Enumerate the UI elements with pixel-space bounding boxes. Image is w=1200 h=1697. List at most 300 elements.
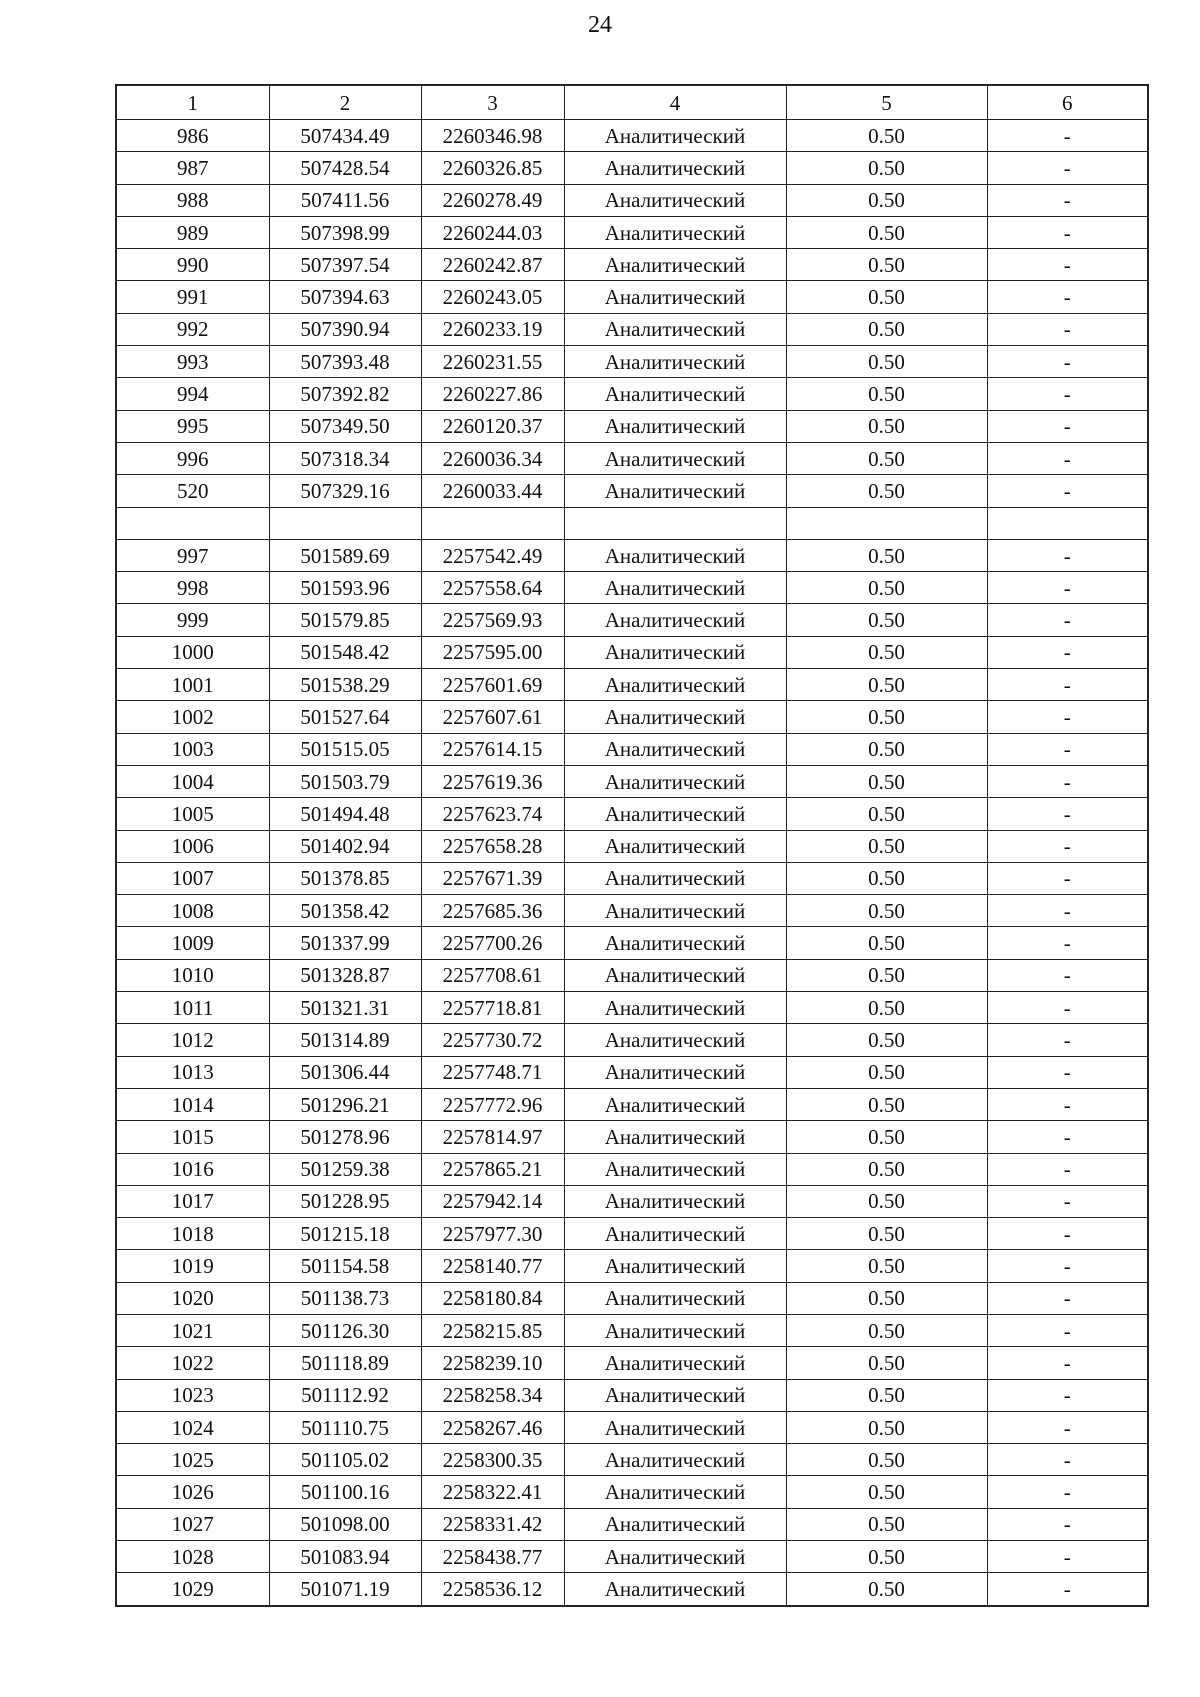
table-row xyxy=(116,1476,1148,1508)
note-cell: - xyxy=(987,1508,1148,1540)
note-cell: - xyxy=(987,442,1148,474)
note-cell: - xyxy=(987,765,1148,797)
note-cell: - xyxy=(987,1476,1148,1508)
method-cell: Аналитический xyxy=(564,1024,786,1056)
accuracy-cell: 0.50 xyxy=(786,120,987,152)
note-cell xyxy=(987,507,1148,539)
point-number-cell: 991 xyxy=(116,281,269,313)
note-cell: - xyxy=(987,184,1148,216)
table-row xyxy=(116,281,1148,313)
point-number-cell: 1011 xyxy=(116,992,269,1024)
accuracy-cell: 0.50 xyxy=(786,862,987,894)
note-cell: - xyxy=(987,1153,1148,1185)
table-row xyxy=(116,669,1148,701)
point-number-cell: 1028 xyxy=(116,1541,269,1573)
point-number-cell: 1019 xyxy=(116,1250,269,1282)
table-row xyxy=(116,992,1148,1024)
point-number-cell: 1026 xyxy=(116,1476,269,1508)
accuracy-cell: 0.50 xyxy=(786,992,987,1024)
accuracy-cell: 0.50 xyxy=(786,798,987,830)
note-cell: - xyxy=(987,1347,1148,1379)
method-cell: Аналитический xyxy=(564,1121,786,1153)
note-cell: - xyxy=(987,572,1148,604)
point-number-cell: 1012 xyxy=(116,1024,269,1056)
point-number-cell: 1025 xyxy=(116,1444,269,1476)
method-cell: Аналитический xyxy=(564,765,786,797)
method-cell: Аналитический xyxy=(564,1379,786,1411)
x-coordinate-cell: 501071.19 xyxy=(269,1573,421,1606)
accuracy-cell: 0.50 xyxy=(786,184,987,216)
accuracy-cell: 0.50 xyxy=(786,1024,987,1056)
y-coordinate-cell: 2257814.97 xyxy=(421,1121,564,1153)
note-cell: - xyxy=(987,701,1148,733)
accuracy-cell: 0.50 xyxy=(786,346,987,378)
y-coordinate-cell: 2258322.41 xyxy=(421,1476,564,1508)
method-cell: Аналитический xyxy=(564,669,786,701)
point-number-cell: 1001 xyxy=(116,669,269,701)
method-cell: Аналитический xyxy=(564,1185,786,1217)
point-number-cell: 1000 xyxy=(116,636,269,668)
x-coordinate-cell: 501589.69 xyxy=(269,539,421,571)
x-coordinate-cell: 501306.44 xyxy=(269,1056,421,1088)
page-number: 24 xyxy=(588,12,612,38)
x-coordinate-cell: 501110.75 xyxy=(269,1411,421,1443)
table-header-row xyxy=(116,85,1148,120)
y-coordinate-cell: 2257619.36 xyxy=(421,765,564,797)
point-number-cell: 1009 xyxy=(116,927,269,959)
accuracy-cell: 0.50 xyxy=(786,927,987,959)
x-coordinate-cell: 507394.63 xyxy=(269,281,421,313)
accuracy-cell: 0.50 xyxy=(786,895,987,927)
method-cell: Аналитический xyxy=(564,1411,786,1443)
accuracy-cell: 0.50 xyxy=(786,442,987,474)
method-cell xyxy=(564,507,786,539)
x-coordinate-cell: 501378.85 xyxy=(269,862,421,894)
point-number-cell: 996 xyxy=(116,442,269,474)
column-header: 1 xyxy=(116,85,269,120)
point-number-cell: 995 xyxy=(116,410,269,442)
table-row xyxy=(116,1347,1148,1379)
x-coordinate-cell: 501321.31 xyxy=(269,992,421,1024)
point-number-cell: 989 xyxy=(116,216,269,248)
table-row xyxy=(116,120,1148,152)
y-coordinate-cell: 2260036.34 xyxy=(421,442,564,474)
x-coordinate-cell: 501527.64 xyxy=(269,701,421,733)
accuracy-cell: 0.50 xyxy=(786,1379,987,1411)
table-row xyxy=(116,1250,1148,1282)
y-coordinate-cell: 2257942.14 xyxy=(421,1185,564,1217)
note-cell: - xyxy=(987,1282,1148,1314)
method-cell: Аналитический xyxy=(564,1088,786,1120)
accuracy-cell: 0.50 xyxy=(786,1444,987,1476)
x-coordinate-cell: 507393.48 xyxy=(269,346,421,378)
point-number-cell: 1007 xyxy=(116,862,269,894)
note-cell: - xyxy=(987,539,1148,571)
note-cell: - xyxy=(987,927,1148,959)
note-cell: - xyxy=(987,1411,1148,1443)
point-number-cell: 1002 xyxy=(116,701,269,733)
point-number-cell: 1027 xyxy=(116,1508,269,1540)
table-row xyxy=(116,733,1148,765)
x-coordinate-cell: 501314.89 xyxy=(269,1024,421,1056)
method-cell: Аналитический xyxy=(564,733,786,765)
table-row xyxy=(116,604,1148,636)
method-cell: Аналитический xyxy=(564,830,786,862)
point-number-cell: 1013 xyxy=(116,1056,269,1088)
table-row xyxy=(116,895,1148,927)
point-number-cell: 1023 xyxy=(116,1379,269,1411)
point-number-cell xyxy=(116,507,269,539)
x-coordinate-cell: 501105.02 xyxy=(269,1444,421,1476)
x-coordinate-cell: 507398.99 xyxy=(269,216,421,248)
note-cell: - xyxy=(987,798,1148,830)
note-cell: - xyxy=(987,1056,1148,1088)
note-cell: - xyxy=(987,1024,1148,1056)
point-number-cell: 1024 xyxy=(116,1411,269,1443)
point-number-cell: 1005 xyxy=(116,798,269,830)
y-coordinate-cell: 2260120.37 xyxy=(421,410,564,442)
y-coordinate-cell: 2257865.21 xyxy=(421,1153,564,1185)
method-cell: Аналитический xyxy=(564,346,786,378)
x-coordinate-cell: 501593.96 xyxy=(269,572,421,604)
accuracy-cell: 0.50 xyxy=(786,1282,987,1314)
y-coordinate-cell: 2258258.34 xyxy=(421,1379,564,1411)
table-row xyxy=(116,1411,1148,1443)
y-coordinate-cell: 2258215.85 xyxy=(421,1314,564,1346)
note-cell: - xyxy=(987,992,1148,1024)
accuracy-cell: 0.50 xyxy=(786,701,987,733)
accuracy-cell: 0.50 xyxy=(786,1185,987,1217)
x-coordinate-cell: 501548.42 xyxy=(269,636,421,668)
point-number-cell: 992 xyxy=(116,313,269,345)
table-separator-row xyxy=(116,507,1148,539)
table-row xyxy=(116,1573,1148,1606)
accuracy-cell: 0.50 xyxy=(786,1153,987,1185)
y-coordinate-cell: 2258300.35 xyxy=(421,1444,564,1476)
x-coordinate-cell: 501538.29 xyxy=(269,669,421,701)
accuracy-cell: 0.50 xyxy=(786,1314,987,1346)
table-row xyxy=(116,1185,1148,1217)
point-number-cell: 1008 xyxy=(116,895,269,927)
accuracy-cell: 0.50 xyxy=(786,475,987,507)
x-coordinate-cell: 501494.48 xyxy=(269,798,421,830)
note-cell: - xyxy=(987,862,1148,894)
note-cell: - xyxy=(987,1250,1148,1282)
point-number-cell: 986 xyxy=(116,120,269,152)
note-cell: - xyxy=(987,152,1148,184)
table-row xyxy=(116,313,1148,345)
table-row xyxy=(116,572,1148,604)
note-cell: - xyxy=(987,216,1148,248)
table-row xyxy=(116,410,1148,442)
y-coordinate-cell xyxy=(421,507,564,539)
y-coordinate-cell: 2258536.12 xyxy=(421,1573,564,1606)
table-row xyxy=(116,1024,1148,1056)
column-header: 6 xyxy=(987,85,1148,120)
accuracy-cell: 0.50 xyxy=(786,378,987,410)
method-cell: Аналитический xyxy=(564,992,786,1024)
table-row xyxy=(116,1056,1148,1088)
accuracy-cell: 0.50 xyxy=(786,1411,987,1443)
point-number-cell: 987 xyxy=(116,152,269,184)
table-row xyxy=(116,1314,1148,1346)
y-coordinate-cell: 2258140.77 xyxy=(421,1250,564,1282)
note-cell: - xyxy=(987,475,1148,507)
method-cell: Аналитический xyxy=(564,1056,786,1088)
table-row xyxy=(116,830,1148,862)
note-cell: - xyxy=(987,895,1148,927)
accuracy-cell: 0.50 xyxy=(786,959,987,991)
x-coordinate-cell: 501515.05 xyxy=(269,733,421,765)
note-cell: - xyxy=(987,1314,1148,1346)
x-coordinate-cell: 501402.94 xyxy=(269,830,421,862)
accuracy-cell: 0.50 xyxy=(786,733,987,765)
point-number-cell: 1006 xyxy=(116,830,269,862)
note-cell: - xyxy=(987,1573,1148,1606)
method-cell: Аналитический xyxy=(564,895,786,927)
note-cell: - xyxy=(987,1379,1148,1411)
y-coordinate-cell: 2257730.72 xyxy=(421,1024,564,1056)
note-cell: - xyxy=(987,120,1148,152)
accuracy-cell xyxy=(786,507,987,539)
table-row xyxy=(116,927,1148,959)
x-coordinate-cell: 501083.94 xyxy=(269,1541,421,1573)
table-row xyxy=(116,1541,1148,1573)
accuracy-cell: 0.50 xyxy=(786,765,987,797)
y-coordinate-cell: 2260243.05 xyxy=(421,281,564,313)
point-number-cell: 1015 xyxy=(116,1121,269,1153)
method-cell: Аналитический xyxy=(564,410,786,442)
method-cell: Аналитический xyxy=(564,249,786,281)
note-cell: - xyxy=(987,636,1148,668)
note-cell: - xyxy=(987,959,1148,991)
point-number-cell: 994 xyxy=(116,378,269,410)
point-number-cell: 993 xyxy=(116,346,269,378)
x-coordinate-cell: 501215.18 xyxy=(269,1218,421,1250)
table-row xyxy=(116,1218,1148,1250)
method-cell: Аналитический xyxy=(564,539,786,571)
y-coordinate-cell: 2258438.77 xyxy=(421,1541,564,1573)
accuracy-cell: 0.50 xyxy=(786,1121,987,1153)
point-number-cell: 1017 xyxy=(116,1185,269,1217)
y-coordinate-cell: 2260231.55 xyxy=(421,346,564,378)
note-cell: - xyxy=(987,830,1148,862)
x-coordinate-cell: 501098.00 xyxy=(269,1508,421,1540)
accuracy-cell: 0.50 xyxy=(786,830,987,862)
y-coordinate-cell: 2257595.00 xyxy=(421,636,564,668)
y-coordinate-cell: 2260346.98 xyxy=(421,120,564,152)
method-cell: Аналитический xyxy=(564,572,786,604)
x-coordinate-cell: 501358.42 xyxy=(269,895,421,927)
method-cell: Аналитический xyxy=(564,1444,786,1476)
y-coordinate-cell: 2257607.61 xyxy=(421,701,564,733)
method-cell: Аналитический xyxy=(564,281,786,313)
accuracy-cell: 0.50 xyxy=(786,1508,987,1540)
x-coordinate-cell: 507428.54 xyxy=(269,152,421,184)
accuracy-cell: 0.50 xyxy=(786,1218,987,1250)
x-coordinate-cell: 507397.54 xyxy=(269,249,421,281)
x-coordinate-cell: 507392.82 xyxy=(269,378,421,410)
accuracy-cell: 0.50 xyxy=(786,1573,987,1606)
accuracy-cell: 0.50 xyxy=(786,604,987,636)
point-number-cell: 1010 xyxy=(116,959,269,991)
table-row xyxy=(116,216,1148,248)
point-number-cell: 1022 xyxy=(116,1347,269,1379)
table-row xyxy=(116,1121,1148,1153)
point-number-cell: 1014 xyxy=(116,1088,269,1120)
note-cell: - xyxy=(987,604,1148,636)
y-coordinate-cell: 2260227.86 xyxy=(421,378,564,410)
point-number-cell: 1016 xyxy=(116,1153,269,1185)
x-coordinate-cell: 501259.38 xyxy=(269,1153,421,1185)
accuracy-cell: 0.50 xyxy=(786,281,987,313)
method-cell: Аналитический xyxy=(564,862,786,894)
point-number-cell: 1020 xyxy=(116,1282,269,1314)
table-row xyxy=(116,862,1148,894)
accuracy-cell: 0.50 xyxy=(786,1250,987,1282)
table-row xyxy=(116,475,1148,507)
y-coordinate-cell: 2258239.10 xyxy=(421,1347,564,1379)
method-cell: Аналитический xyxy=(564,1282,786,1314)
accuracy-cell: 0.50 xyxy=(786,313,987,345)
method-cell: Аналитический xyxy=(564,927,786,959)
y-coordinate-cell: 2257685.36 xyxy=(421,895,564,927)
accuracy-cell: 0.50 xyxy=(786,572,987,604)
table-row xyxy=(116,539,1148,571)
y-coordinate-cell: 2257614.15 xyxy=(421,733,564,765)
point-number-cell: 1021 xyxy=(116,1314,269,1346)
point-number-cell: 1004 xyxy=(116,765,269,797)
accuracy-cell: 0.50 xyxy=(786,152,987,184)
table-row xyxy=(116,1379,1148,1411)
accuracy-cell: 0.50 xyxy=(786,1056,987,1088)
x-coordinate-cell: 501138.73 xyxy=(269,1282,421,1314)
accuracy-cell: 0.50 xyxy=(786,1088,987,1120)
table-row xyxy=(116,1088,1148,1120)
note-cell: - xyxy=(987,313,1148,345)
method-cell: Аналитический xyxy=(564,216,786,248)
y-coordinate-cell: 2257708.61 xyxy=(421,959,564,991)
note-cell: - xyxy=(987,1541,1148,1573)
x-coordinate-cell: 501118.89 xyxy=(269,1347,421,1379)
x-coordinate-cell: 507318.34 xyxy=(269,442,421,474)
y-coordinate-cell: 2260242.87 xyxy=(421,249,564,281)
table-row xyxy=(116,378,1148,410)
table-row xyxy=(116,765,1148,797)
note-cell: - xyxy=(987,669,1148,701)
method-cell: Аналитический xyxy=(564,604,786,636)
table-row xyxy=(116,249,1148,281)
point-number-cell: 1018 xyxy=(116,1218,269,1250)
column-header: 4 xyxy=(564,85,786,120)
method-cell: Аналитический xyxy=(564,1153,786,1185)
y-coordinate-cell: 2257671.39 xyxy=(421,862,564,894)
method-cell: Аналитический xyxy=(564,1218,786,1250)
note-cell: - xyxy=(987,281,1148,313)
y-coordinate-cell: 2257658.28 xyxy=(421,830,564,862)
accuracy-cell: 0.50 xyxy=(786,410,987,442)
y-coordinate-cell: 2257623.74 xyxy=(421,798,564,830)
method-cell: Аналитический xyxy=(564,1541,786,1573)
x-coordinate-cell: 501154.58 xyxy=(269,1250,421,1282)
x-coordinate-cell: 501228.95 xyxy=(269,1185,421,1217)
x-coordinate-cell: 501579.85 xyxy=(269,604,421,636)
y-coordinate-cell: 2260244.03 xyxy=(421,216,564,248)
point-number-cell: 1003 xyxy=(116,733,269,765)
y-coordinate-cell: 2257700.26 xyxy=(421,927,564,959)
x-coordinate-cell: 501100.16 xyxy=(269,1476,421,1508)
note-cell: - xyxy=(987,346,1148,378)
table-row xyxy=(116,346,1148,378)
x-coordinate-cell: 507329.16 xyxy=(269,475,421,507)
x-coordinate-cell: 507349.50 xyxy=(269,410,421,442)
y-coordinate-cell: 2257542.49 xyxy=(421,539,564,571)
note-cell: - xyxy=(987,1218,1148,1250)
accuracy-cell: 0.50 xyxy=(786,636,987,668)
table-row xyxy=(116,1444,1148,1476)
y-coordinate-cell: 2257601.69 xyxy=(421,669,564,701)
table-row xyxy=(116,1508,1148,1540)
accuracy-cell: 0.50 xyxy=(786,669,987,701)
x-coordinate-cell xyxy=(269,507,421,539)
method-cell: Аналитический xyxy=(564,184,786,216)
point-number-cell: 988 xyxy=(116,184,269,216)
table-row xyxy=(116,959,1148,991)
y-coordinate-cell: 2257569.93 xyxy=(421,604,564,636)
table-row xyxy=(116,798,1148,830)
y-coordinate-cell: 2260233.19 xyxy=(421,313,564,345)
note-cell: - xyxy=(987,1088,1148,1120)
method-cell: Аналитический xyxy=(564,701,786,733)
table-row xyxy=(116,442,1148,474)
point-number-cell: 997 xyxy=(116,539,269,571)
method-cell: Аналитический xyxy=(564,798,786,830)
method-cell: Аналитический xyxy=(564,1573,786,1606)
y-coordinate-cell: 2258267.46 xyxy=(421,1411,564,1443)
y-coordinate-cell: 2257748.71 xyxy=(421,1056,564,1088)
y-coordinate-cell: 2258180.84 xyxy=(421,1282,564,1314)
y-coordinate-cell: 2257772.96 xyxy=(421,1088,564,1120)
accuracy-cell: 0.50 xyxy=(786,1541,987,1573)
point-number-cell: 998 xyxy=(116,572,269,604)
note-cell: - xyxy=(987,733,1148,765)
accuracy-cell: 0.50 xyxy=(786,216,987,248)
x-coordinate-cell: 507411.56 xyxy=(269,184,421,216)
table-row xyxy=(116,1153,1148,1185)
method-cell: Аналитический xyxy=(564,1347,786,1379)
table-row xyxy=(116,701,1148,733)
column-header: 2 xyxy=(269,85,421,120)
table-row xyxy=(116,1282,1148,1314)
table-body xyxy=(116,120,1148,1606)
y-coordinate-cell: 2260033.44 xyxy=(421,475,564,507)
x-coordinate-cell: 501296.21 xyxy=(269,1088,421,1120)
note-cell: - xyxy=(987,1444,1148,1476)
coordinates-table xyxy=(115,84,1149,1607)
method-cell: Аналитический xyxy=(564,475,786,507)
accuracy-cell: 0.50 xyxy=(786,249,987,281)
y-coordinate-cell: 2257718.81 xyxy=(421,992,564,1024)
method-cell: Аналитический xyxy=(564,313,786,345)
method-cell: Аналитический xyxy=(564,152,786,184)
method-cell: Аналитический xyxy=(564,959,786,991)
method-cell: Аналитический xyxy=(564,378,786,410)
table-row xyxy=(116,184,1148,216)
accuracy-cell: 0.50 xyxy=(786,539,987,571)
y-coordinate-cell: 2260278.49 xyxy=(421,184,564,216)
table-row xyxy=(116,636,1148,668)
x-coordinate-cell: 501337.99 xyxy=(269,927,421,959)
